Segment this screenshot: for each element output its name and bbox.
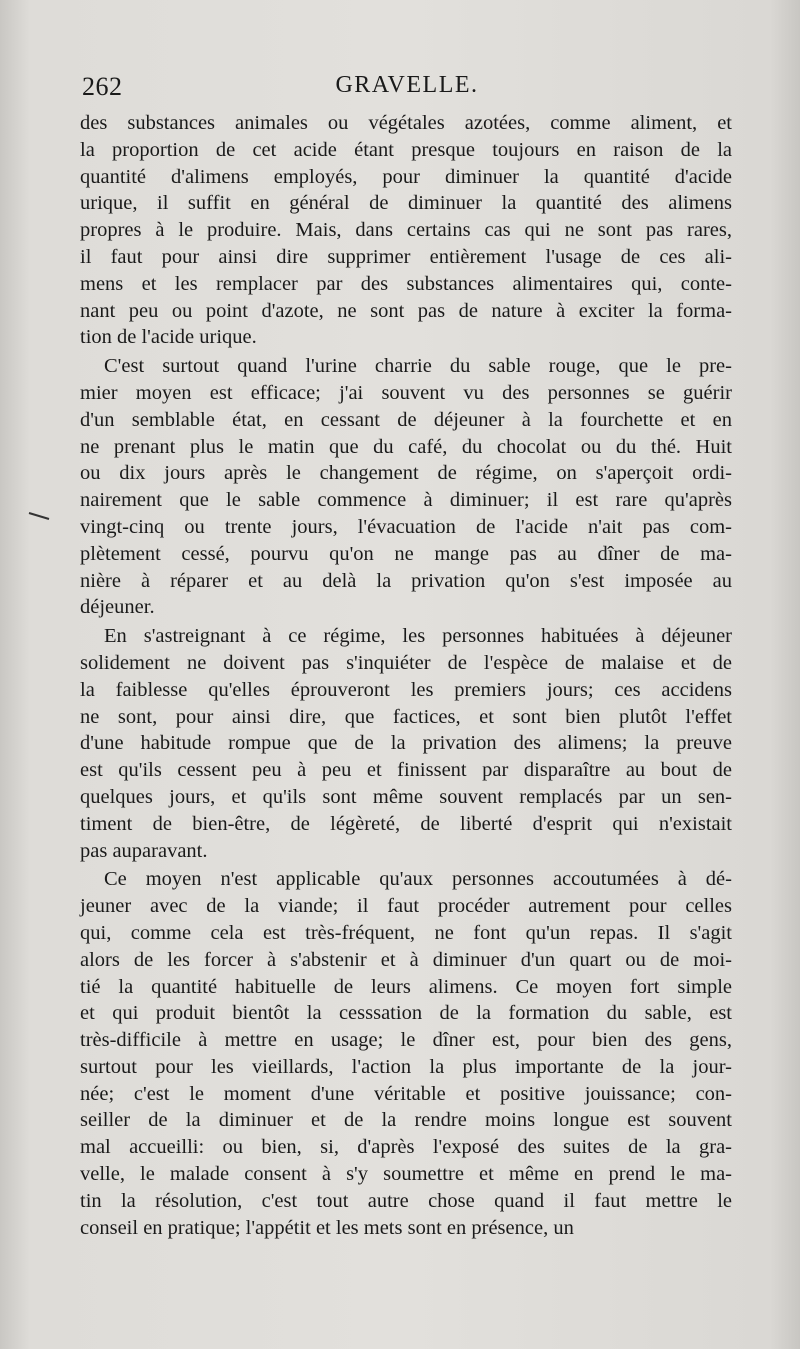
text-line: pas auparavant. bbox=[80, 839, 208, 862]
text-line: ou dix jours après le changement de régime, on s'aperçoit ordi- bbox=[80, 462, 732, 485]
text-line: Ce moyen n'est applicable qu'aux personnes accoutumées à dé- bbox=[104, 868, 732, 891]
text-line: et qui produit bientôt la cesssation de la formation du sable, est bbox=[80, 1002, 732, 1025]
text-line: nairement que le sable commence à diminuer; il est rare qu'après bbox=[80, 489, 732, 512]
text-line: alors de les forcer à s'abstenir et à diminuer d'un quart ou de moi- bbox=[80, 948, 732, 971]
text-line: propres à le produire. Mais, dans certains cas qui ne sont pas rares, bbox=[80, 219, 732, 242]
text-line: ne sont, pour ainsi dire, que factices, et sont bien plutôt l'effet bbox=[80, 705, 732, 728]
text-line: d'une habitude rompue que de la privation des alimens; la preuve bbox=[80, 732, 732, 755]
text-line: seiller de la diminuer et de la rendre moins longue est souvent bbox=[80, 1109, 732, 1132]
text-line: qui, comme cela est très-fréquent, ne font qu'un repas. Il s'agit bbox=[80, 921, 732, 944]
text-line: tion de l'acide urique. bbox=[80, 326, 257, 349]
text-line: plètement cessé, pourvu qu'on ne mange pas au dîner de ma- bbox=[80, 542, 732, 565]
text-line: nière à réparer et au delà la privation qu'on s'est imposée au bbox=[80, 569, 732, 592]
text-line: tié la quantité habituelle de leurs alimens. Ce moyen fort simple bbox=[80, 975, 732, 998]
text-line: vingt-cinq ou trente jours, l'évacuation de l'acide n'ait pas com- bbox=[80, 515, 732, 538]
text-line: très-difficile à mettre en usage; le dîner est, pour bien des gens, bbox=[80, 1029, 732, 1052]
text-line: tin la résolution, c'est tout autre chose quand il faut mettre le bbox=[80, 1189, 732, 1212]
text-line: mens et les remplacer par des substances alimentaires qui, conte- bbox=[80, 272, 732, 295]
text-line: mier moyen est efficace; j'ai souvent vu des personnes se guérir bbox=[80, 381, 732, 404]
text-line: d'un semblable état, en cessant de déjeuner à la fourchette et en bbox=[80, 408, 732, 431]
paragraph bbox=[80, 623, 732, 864]
text-line: nant peu ou point d'azote, ne sont pas de nature à exciter la forma- bbox=[80, 299, 732, 322]
text-line: est qu'ils cessent peu à peu et finissent par disparaître au bout de bbox=[80, 759, 732, 782]
text-line: la proportion de cet acide étant presque toujours en raison de la bbox=[80, 138, 732, 161]
text-line: En s'astreignant à ce régime, les personnes habituées à déjeuner bbox=[104, 625, 732, 648]
text-line: née; c'est le moment d'une véritable et positive jouissance; con- bbox=[80, 1082, 732, 1105]
paragraph bbox=[80, 866, 732, 1241]
text-line: quantité d'alimens employés, pour diminuer la quantité d'acide bbox=[80, 165, 732, 188]
text-line: velle, le malade consent à s'y soumettre et même en prend le ma- bbox=[80, 1163, 732, 1186]
text-line: timent de bien-être, de légèreté, de liberté d'esprit qui n'existait bbox=[80, 812, 732, 835]
text-line: quelques jours, et qu'ils sont même souvent remplacés par un sen- bbox=[80, 785, 732, 808]
paragraph bbox=[80, 110, 732, 351]
body-text bbox=[80, 110, 732, 1243]
page-header bbox=[82, 72, 732, 106]
text-line: conseil en pratique; l'appétit et les mets sont en présence, un bbox=[80, 1216, 574, 1239]
text-line: C'est surtout quand l'urine charrie du sable rouge, que le pre- bbox=[104, 355, 732, 378]
text-line: déjeuner. bbox=[80, 596, 155, 619]
page-number: 262 bbox=[82, 72, 123, 101]
text-line: des substances animales ou végétales azotées, comme aliment, et bbox=[80, 112, 732, 134]
text-line: mal accueilli: ou bien, si, d'après l'exposé des suites de la gra- bbox=[80, 1136, 732, 1159]
text-line: ne prenant plus le matin que du café, du chocolat ou du thé. Huit bbox=[80, 435, 732, 458]
text-line: surtout pour les vieillards, l'action la plus importante de la jour- bbox=[80, 1055, 732, 1078]
text-line: il faut pour ainsi dire supprimer entièrement l'usage de ces ali- bbox=[80, 245, 732, 268]
paragraph bbox=[80, 353, 732, 621]
running-head: GRAVELLE. bbox=[335, 72, 479, 98]
text-line: urique, il suffit en général de diminuer la quantité des alimens bbox=[80, 192, 732, 215]
text-line: jeuner avec de la viande; il faut procéder autrement pour celles bbox=[80, 895, 732, 918]
margin-mark bbox=[28, 512, 50, 520]
text-line: solidement ne doivent pas s'inquiéter de l'espèce de malaise et de bbox=[80, 651, 732, 674]
text-line: la faiblesse qu'elles éprouveront les premiers jours; ces accidens bbox=[80, 678, 732, 701]
